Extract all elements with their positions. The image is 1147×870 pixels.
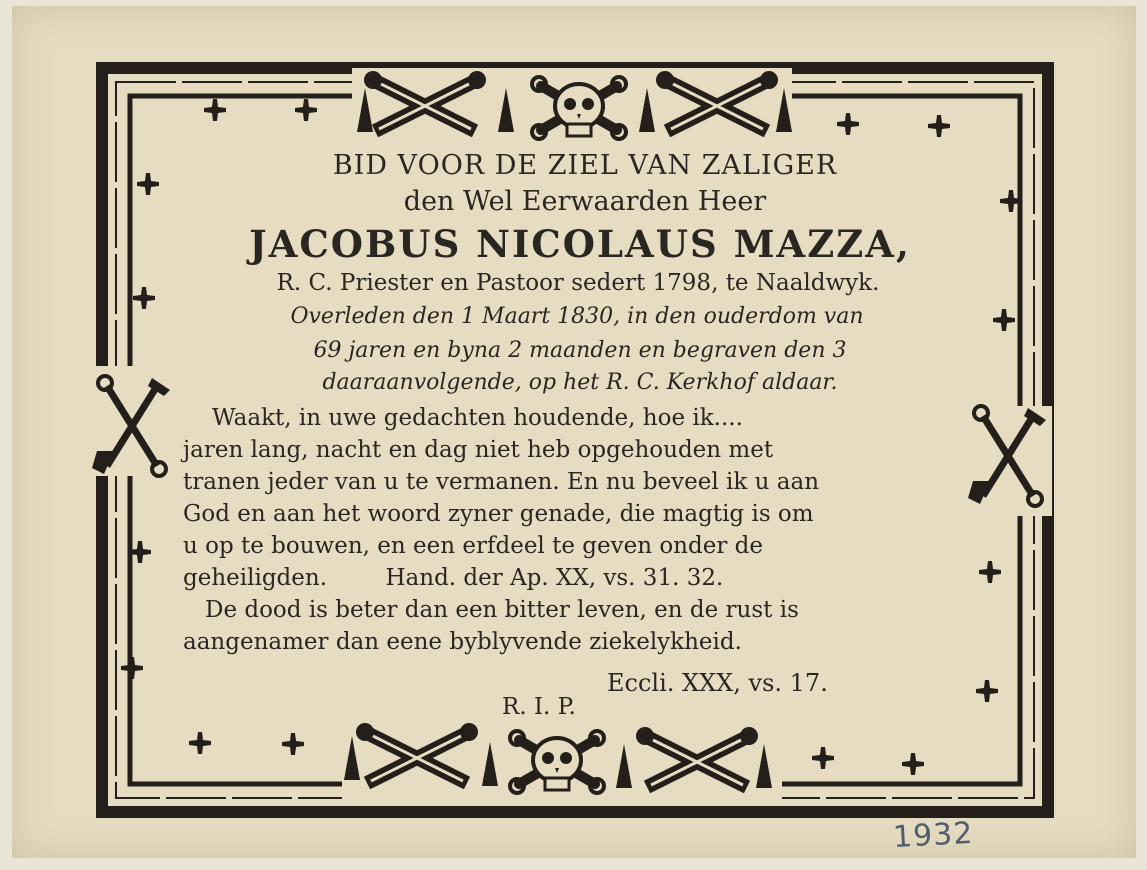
cross-pattee-icon bbox=[133, 287, 155, 309]
cross-pattee-icon bbox=[979, 561, 1001, 583]
rip-text: R. I. P. bbox=[502, 694, 576, 720]
cross-pattee-icon bbox=[812, 747, 834, 769]
pencil-inventory-number: 1932 bbox=[892, 815, 975, 856]
cross-pattee-icon bbox=[902, 753, 924, 775]
verse-line: aangenamer dan eene byblyvende ziekelykheid. bbox=[183, 629, 742, 655]
death-line-3: daaraanvolgende, op het R. C. Kerkhof aldaar. bbox=[322, 370, 838, 395]
verse-line: Waakt, in uwe gedachten houdende, hoe ik.... bbox=[212, 405, 743, 431]
cross-pattee-icon bbox=[282, 733, 304, 755]
heading-line-1: BID VOOR DE ZIEL VAN ZALIGER bbox=[332, 150, 838, 181]
cross-pattee-icon bbox=[976, 680, 998, 702]
death-line-1: Overleden den 1 Maart 1830, in den ouderdom van bbox=[290, 304, 864, 329]
heading-line-2: den Wel Eerwaarden Heer bbox=[403, 186, 767, 217]
woodcut-border bbox=[12, 6, 1136, 858]
cross-pattee-icon bbox=[993, 309, 1015, 331]
verse-line: De dood is beter dan een bitter leven, en de rust is bbox=[205, 597, 799, 623]
deceased-name: JACOBUS NICOLAUS MAZZA, bbox=[249, 222, 911, 266]
verse-line: tranen jeder van u te vermanen. En nu beveel ik u aan bbox=[183, 469, 820, 495]
cross-pattee-icon bbox=[837, 113, 859, 135]
death-line-2: 69 jaren en byna 2 maanden en begraven den 3 bbox=[313, 338, 847, 363]
verse-line: geheiligden. Hand. der Ap. XX, vs. 31. 32. bbox=[183, 565, 724, 591]
cross-pattee-icon bbox=[121, 657, 143, 679]
cross-pattee-icon bbox=[928, 115, 950, 137]
cross-pattee-icon bbox=[137, 173, 159, 195]
cross-pattee-icon bbox=[189, 732, 211, 754]
verse-line: u op te bouwen, en een erfdeel te geven onder de bbox=[183, 533, 763, 559]
citation: Eccli. XXX, vs. 17. bbox=[607, 669, 828, 697]
verse-line: jaren lang, nacht en dag niet heb opgehouden met bbox=[183, 437, 774, 463]
memorial-card bbox=[12, 6, 1136, 858]
priest-title-line: R. C. Priester en Pastoor sedert 1798, te Naaldwyk. bbox=[276, 270, 880, 296]
cross-pattee-icon bbox=[295, 99, 317, 121]
cross-pattee-icon bbox=[204, 99, 226, 121]
verse-line: God en aan het woord zyner genade, die magtig is om bbox=[183, 501, 814, 527]
